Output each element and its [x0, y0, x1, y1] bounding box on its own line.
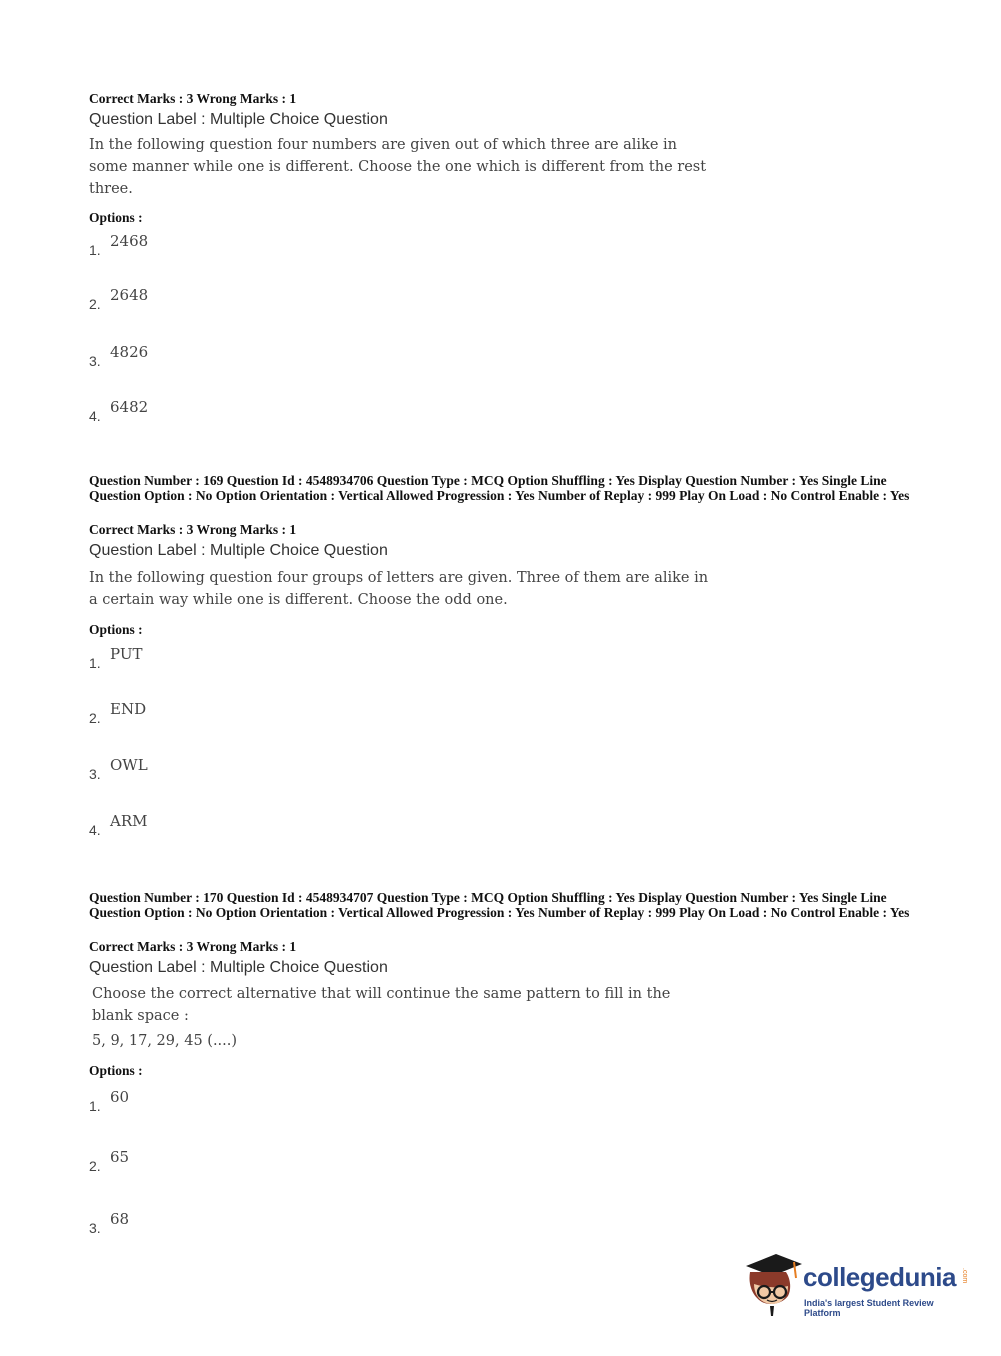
collegedunia-logo[interactable]	[742, 1248, 972, 1318]
q168-option-2[interactable]	[89, 286, 289, 316]
q170-text: Choose the correct alternative that will continue the same pattern to fill in the blank space :	[92, 986, 671, 1024]
option-value: END	[110, 700, 147, 718]
q169-text: In the following question four groups of letters are given. Three of them are alike in a certain way while one is different. Choose the odd one.	[89, 570, 709, 608]
option-number: 4.	[89, 822, 101, 838]
q170-option-3[interactable]	[89, 1210, 289, 1240]
q168-option-3[interactable]	[89, 343, 289, 373]
q170-series: 5, 9, 17, 29, 45 (....)	[92, 1033, 238, 1049]
q168-marks: Correct Marks : 3 Wrong Marks : 1	[89, 91, 297, 106]
q168-option-4[interactable]	[89, 398, 289, 428]
option-value: 6482	[110, 398, 149, 416]
q169-option-1[interactable]	[89, 645, 289, 675]
q169-option-2[interactable]	[89, 700, 289, 730]
logo-com-suffix: .com	[961, 1268, 968, 1284]
option-value: 2468	[110, 232, 149, 250]
option-number: 3.	[89, 766, 101, 782]
q170-marks: Correct Marks : 3 Wrong Marks : 1	[89, 939, 297, 954]
option-number: 2.	[89, 1158, 101, 1174]
option-value: 68	[110, 1210, 130, 1228]
option-number: 4.	[89, 408, 101, 424]
option-value: 60	[110, 1088, 130, 1106]
q169-option-3[interactable]	[89, 756, 289, 786]
q168-label: Question Label : Multiple Choice Question	[89, 111, 388, 128]
option-value: OWL	[110, 756, 148, 774]
option-number: 1.	[89, 242, 101, 258]
q169-label: Question Label : Multiple Choice Question	[89, 542, 388, 559]
logo-tagline: India's largest Student Review Platform	[804, 1298, 934, 1318]
option-value: 4826	[110, 343, 149, 361]
option-number: 3.	[89, 1220, 101, 1236]
q170-option-1[interactable]	[89, 1088, 289, 1118]
q168-option-1[interactable]	[89, 232, 289, 262]
q169-marks: Correct Marks : 3 Wrong Marks : 1	[89, 522, 297, 537]
logo-wordmark: collegedunia	[803, 1262, 956, 1292]
q168-options-title: Options :	[89, 210, 143, 225]
option-value: 2648	[110, 286, 149, 304]
q169-options-title: Options :	[89, 622, 143, 637]
q169-option-4[interactable]	[89, 812, 289, 842]
q170-label: Question Label : Multiple Choice Question	[89, 959, 388, 976]
q168-text: In the following question four numbers are given out of which three are alike in some manner while one is different. Choose the one which is different from the rest three.	[89, 137, 707, 197]
q170-options-title: Options :	[89, 1063, 143, 1078]
option-number: 2.	[89, 710, 101, 726]
mascot-graduation-cap-icon	[742, 1248, 804, 1318]
option-number: 1.	[89, 655, 101, 671]
option-value: PUT	[110, 645, 143, 663]
q170-option-2[interactable]	[89, 1148, 289, 1178]
q170-meta: Question Number : 170 Question Id : 4548934707 Question Type : MCQ Option Shuffling : Yes Display Question Number : Yes Single Line Question Option : No Option Orientation : Vertical Allowed Progression : Yes Number of Replay : 999 Play On Load : No Control Enable : Yes	[89, 890, 910, 920]
option-number: 2.	[89, 296, 101, 312]
option-value: ARM	[110, 812, 148, 830]
q169-meta: Question Number : 169 Question Id : 4548934706 Question Type : MCQ Option Shuffling : Yes Display Question Number : Yes Single Line Question Option : No Option Orientation : Vertical Allowed Progression : Yes Number of Replay : 999 Play On Load : No Control Enable : Yes	[89, 473, 910, 503]
option-number: 3.	[89, 353, 101, 369]
option-number: 1.	[89, 1098, 101, 1114]
option-value: 65	[110, 1148, 130, 1166]
